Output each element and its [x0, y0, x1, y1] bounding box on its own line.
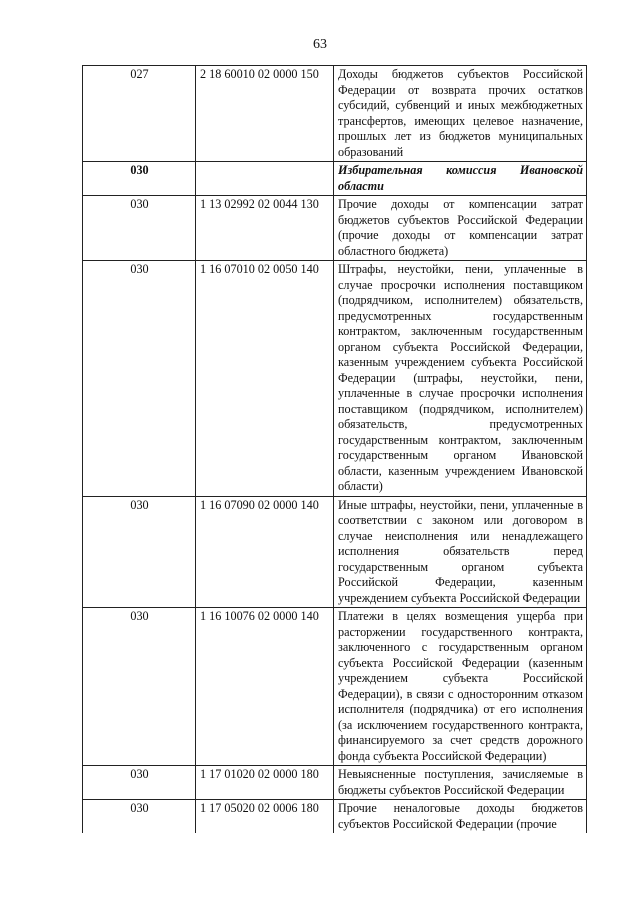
admin-code-cell: 030	[83, 608, 196, 766]
table-row	[83, 261, 587, 497]
budget-code-cell: 1 16 07090 02 0000 140	[196, 496, 334, 608]
admin-code-cell: 030	[83, 196, 196, 261]
page-number: 63	[313, 37, 327, 52]
admin-code-cell: 027	[83, 66, 196, 162]
revenue-name-cell: Штрафы, неустойки, пени, уплаченные в случае просрочки исполнения поставщиком (подрядчиком, исполнителем) обязательств, предусмотренных государственным контрактом, заключенным государственным органом субъекта Российской Федерации, казенным учреждением субъекта Российской Федерации (штрафы, неустойки, пени, уплаченные в случае просрочки исполнения поставщиком (подрядчиком, исполнителем) обязательств, предусмотренных государственным контрактом, заключенным государственным органом Ивановской области, казенным учреждением Ивановской области)	[334, 261, 587, 497]
admin-code-cell: 030	[83, 261, 196, 497]
administrator-name-cell: Избирательная комиссия Ивановской области	[334, 162, 587, 196]
budget-code-cell: 1 17 01020 02 0000 180	[196, 766, 334, 800]
budget-classification-table	[82, 65, 587, 833]
revenue-name-cell: Доходы бюджетов субъектов Российской Федерации от возврата прочих остатков субсидий, субвенций и иных межбюджетных трансфертов, имеющих целевое назначение, прошлых лет из бюджетов муниципальных образований	[334, 66, 587, 162]
table-row	[83, 608, 587, 766]
admin-code-cell: 030	[83, 800, 196, 834]
revenue-name-cell: Платежи в целях возмещения ущерба при расторжении государственного контракта, заключенного с государственным органом субъекта Российской Федерации (казенным учреждением субъекта Российской Федерации), в связи с односторонним отказом исполнителя (подрядчика) от его исполнения (за исключением государственного контракта, финансируемого за счет средств дорожного фонда субъекта Российской Федерации)	[334, 608, 587, 766]
revenue-name-cell: Прочие доходы от компенсации затрат бюджетов субъектов Российской Федерации (прочие доходы от компенсации затрат областного бюджета)	[334, 196, 587, 261]
table-row	[83, 66, 587, 162]
budget-code-cell: 1 16 07010 02 0050 140	[196, 261, 334, 497]
budget-code-cell: 1 17 05020 02 0006 180	[196, 800, 334, 834]
admin-code-cell: 030	[83, 162, 196, 196]
budget-code-cell: 1 16 10076 02 0000 140	[196, 608, 334, 766]
budget-code-cell	[196, 162, 334, 196]
table-row	[83, 196, 587, 261]
table-row	[83, 496, 587, 608]
table-row	[83, 766, 587, 800]
table-row-section-header	[83, 162, 587, 196]
admin-code-cell: 030	[83, 766, 196, 800]
budget-code-cell: 2 18 60010 02 0000 150	[196, 66, 334, 162]
admin-code-cell: 030	[83, 496, 196, 608]
revenue-name-cell: Иные штрафы, неустойки, пени, уплаченные в соответствии с законом или договором в случае неисполнения или ненадлежащего исполнения обязательств перед государственным органом субъекта Российской Федерации, казенным учреждением субъекта Российской Федерации	[334, 496, 587, 608]
revenue-name-cell: Прочие неналоговые доходы бюджетов субъектов Российской Федерации (прочие	[334, 800, 587, 834]
table-row	[83, 800, 587, 834]
revenue-name-cell: Невыясненные поступления, зачисляемые в бюджеты субъектов Российской Федерации	[334, 766, 587, 800]
budget-code-cell: 1 13 02992 02 0044 130	[196, 196, 334, 261]
